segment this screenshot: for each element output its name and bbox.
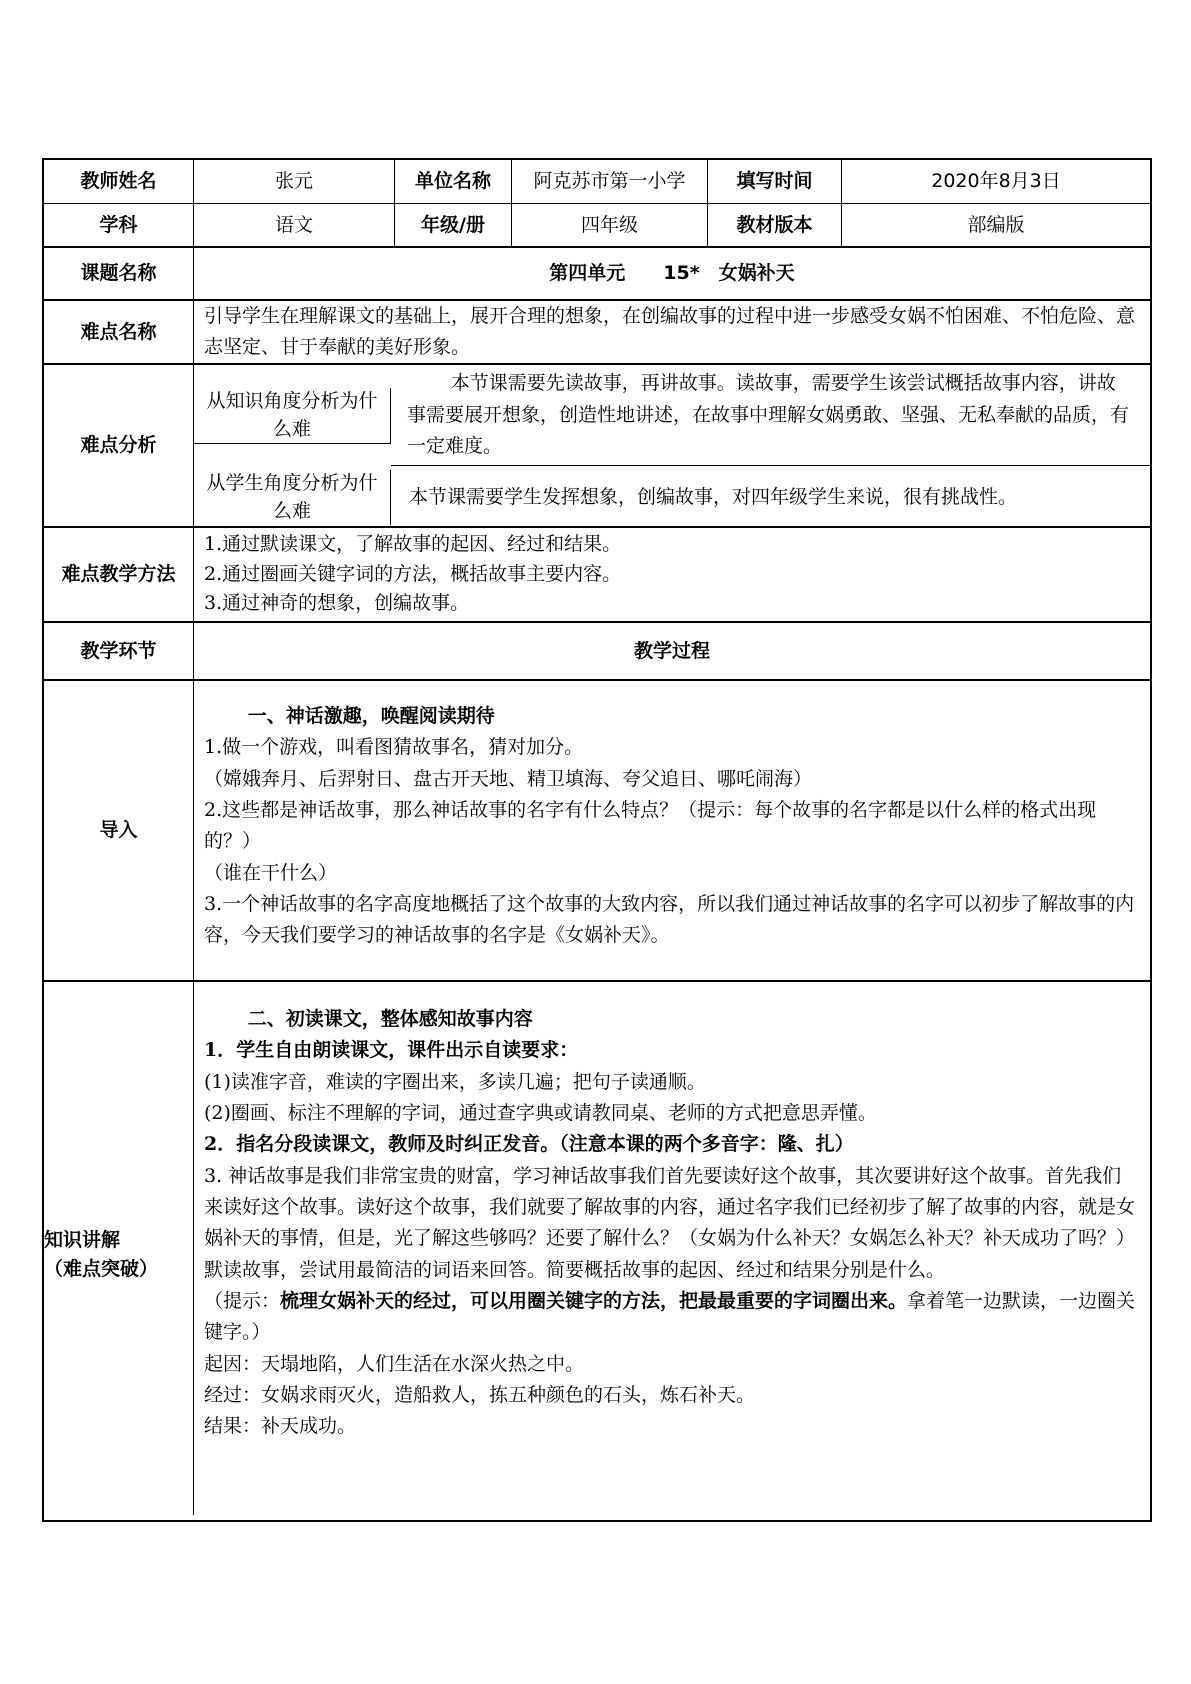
knowledge-content xyxy=(194,982,1150,1447)
knowledge-step3: 3. 神话故事是我们非常宝贵的财富，学习神话故事我们首先要读好这个故事，其次要讲好这个故事。首先我们来读好这个故事。读好这个故事，我们就要了解故事的内容，通过名字我们已经初步了解了故事的内容，就是女娲补天的事情，但是，光了解这些够吗？还要了解什么？（女娲为什么补天？女娲怎么补天？补天成功了吗？）默读故事，尝试用最简洁的词语来回答。简要概括故事的起因、经过和结果分别是什么。 xyxy=(204,1164,1136,1281)
analysis-body xyxy=(194,365,1150,528)
knowledge-req1: (1)读准字音，难读的字圈出来，多读几遍；把句子读通顺。 xyxy=(204,1070,706,1093)
subject-label: 学科 xyxy=(44,204,194,248)
student-angle-label: 从学生角度分析为什么难 xyxy=(194,470,391,525)
methods-list xyxy=(194,528,631,623)
teacher-label: 教师姓名 xyxy=(44,160,194,204)
knowledge-result: 结果：补天成功。 xyxy=(204,1415,357,1438)
date-label: 填写时间 xyxy=(708,160,842,204)
methods-cell xyxy=(194,528,1150,623)
methods-label: 难点教学方法 xyxy=(44,528,194,623)
analysis-label: 难点分析 xyxy=(44,365,194,528)
process-stage-label: 教学环节 xyxy=(44,623,194,681)
tip-prefix: （提示： xyxy=(204,1290,281,1313)
unit-label: 单位名称 xyxy=(395,160,512,204)
knowledge-heading: 二、初读课文，整体感知故事内容 xyxy=(247,1008,533,1030)
knowledge-step1: 1．学生自由朗读课文，课件出示自读要求： xyxy=(204,1039,579,1062)
knowledge-label xyxy=(44,982,194,1515)
intro-content xyxy=(194,681,1150,956)
difficulty-text: 引导学生在理解课文的基础上，展开合理的想象，在创编故事的过程中进一步感受女娲不怕困难、不怕危险、意志坚定、甘于奉献的美好形象。 xyxy=(204,304,1136,358)
method-item: 2.通过圈画关键字词的方法，概括故事主要内容。 xyxy=(204,562,622,585)
knowledge-angle-label: 从知识角度分析为什么难 xyxy=(194,388,391,444)
intro-line: 1.做一个游戏，叫看图猜故事名，猜对加分。 xyxy=(204,736,584,759)
topic-value: 第四单元 15* 女娲补天 xyxy=(194,248,1150,301)
method-item: 3.通过神奇的想象，创编故事。 xyxy=(204,592,470,615)
process-title: 教学过程 xyxy=(194,623,1150,681)
knowledge-step2: 2．指名分段读课文，教师及时纠正发音。（注意本课的两个多音字：隆、扎） xyxy=(204,1133,854,1156)
knowledge-angle-cell xyxy=(391,366,1150,465)
intro-heading: 一、神话激趣，唤醒阅读期待 xyxy=(247,705,495,727)
knowledge-process: 经过：女娲求雨灭火，造船救人，拣五种颜色的石头，炼石补天。 xyxy=(204,1384,756,1407)
tip-bold: 梳理女娲补天的经过，可以用圈关键字的方法，把最最重要的字词圈出来。 xyxy=(280,1290,908,1313)
edition-value: 部编版 xyxy=(842,204,1150,248)
date-value: 2020年8月3日 xyxy=(842,160,1150,204)
knowledge-tip xyxy=(204,1286,1140,1349)
knowledge-cause: 起因：天塌地陷，人们生活在水深火热之中。 xyxy=(204,1352,585,1375)
intro-cell xyxy=(194,681,1150,982)
student-angle-text: 本节课需要学生发挥想象，创编故事，对四年级学生来说，很有挑战性。 xyxy=(409,485,1018,508)
method-item: 1.通过默读课文，了解故事的起因、经过和结果。 xyxy=(204,533,622,556)
knowledge-angle-text: 本节课需要先读故事，再讲故事。读故事，需要学生该尝试概括故事内容，讲故事需要展开想象，创造性地讲述，在故事中理解女娲勇敢、坚强、无私奉献的品质，有一定难度。 xyxy=(407,372,1130,458)
intro-line: （谁在干什么） xyxy=(204,861,338,884)
difficulty-label: 难点名称 xyxy=(44,301,194,365)
intro-line: 2.这些都是神话故事，那么神话故事的名字有什么特点？（提示：每个故事的名字都是以什么样的格式出现的？） xyxy=(204,799,1097,853)
knowledge-label-line2: （难点突破） xyxy=(44,1257,159,1280)
intro-line: （嫦娥奔月、后羿射日、盘古开天地、精卫填海、夸父追日、哪吒闹海） xyxy=(204,767,813,790)
intro-label: 导入 xyxy=(44,681,194,982)
edition-label: 教材版本 xyxy=(708,204,842,248)
difficulty-cell xyxy=(194,301,1150,365)
knowledge-cell xyxy=(194,982,1150,1515)
subject-value: 语文 xyxy=(194,204,395,248)
lesson-plan-table xyxy=(42,158,1152,1522)
intro-line: 3.一个神话故事的名字高度地概括了这个故事的大致内容，所以我们通过神话故事的名字可以初步了解故事的内容，今天我们要学习的神话故事的名字是《女娲补天》。 xyxy=(204,893,1135,947)
knowledge-req2: (2)圈画、标注不理解的字词，通过查字典或请教同桌、老师的方式把意思弄懂。 xyxy=(204,1102,877,1125)
teacher-name: 张元 xyxy=(194,160,395,204)
grade-label: 年级/册 xyxy=(395,204,512,248)
knowledge-label-line1: 知识讲解 xyxy=(44,1229,121,1251)
student-angle-cell xyxy=(391,480,1150,515)
topic-label: 课题名称 xyxy=(44,248,194,301)
grade-value: 四年级 xyxy=(512,204,708,248)
unit-name: 阿克苏市第一小学 xyxy=(512,160,708,204)
tip-suffix: 拿着笔一边默读，一边圈关键字。） xyxy=(204,1290,1136,1344)
